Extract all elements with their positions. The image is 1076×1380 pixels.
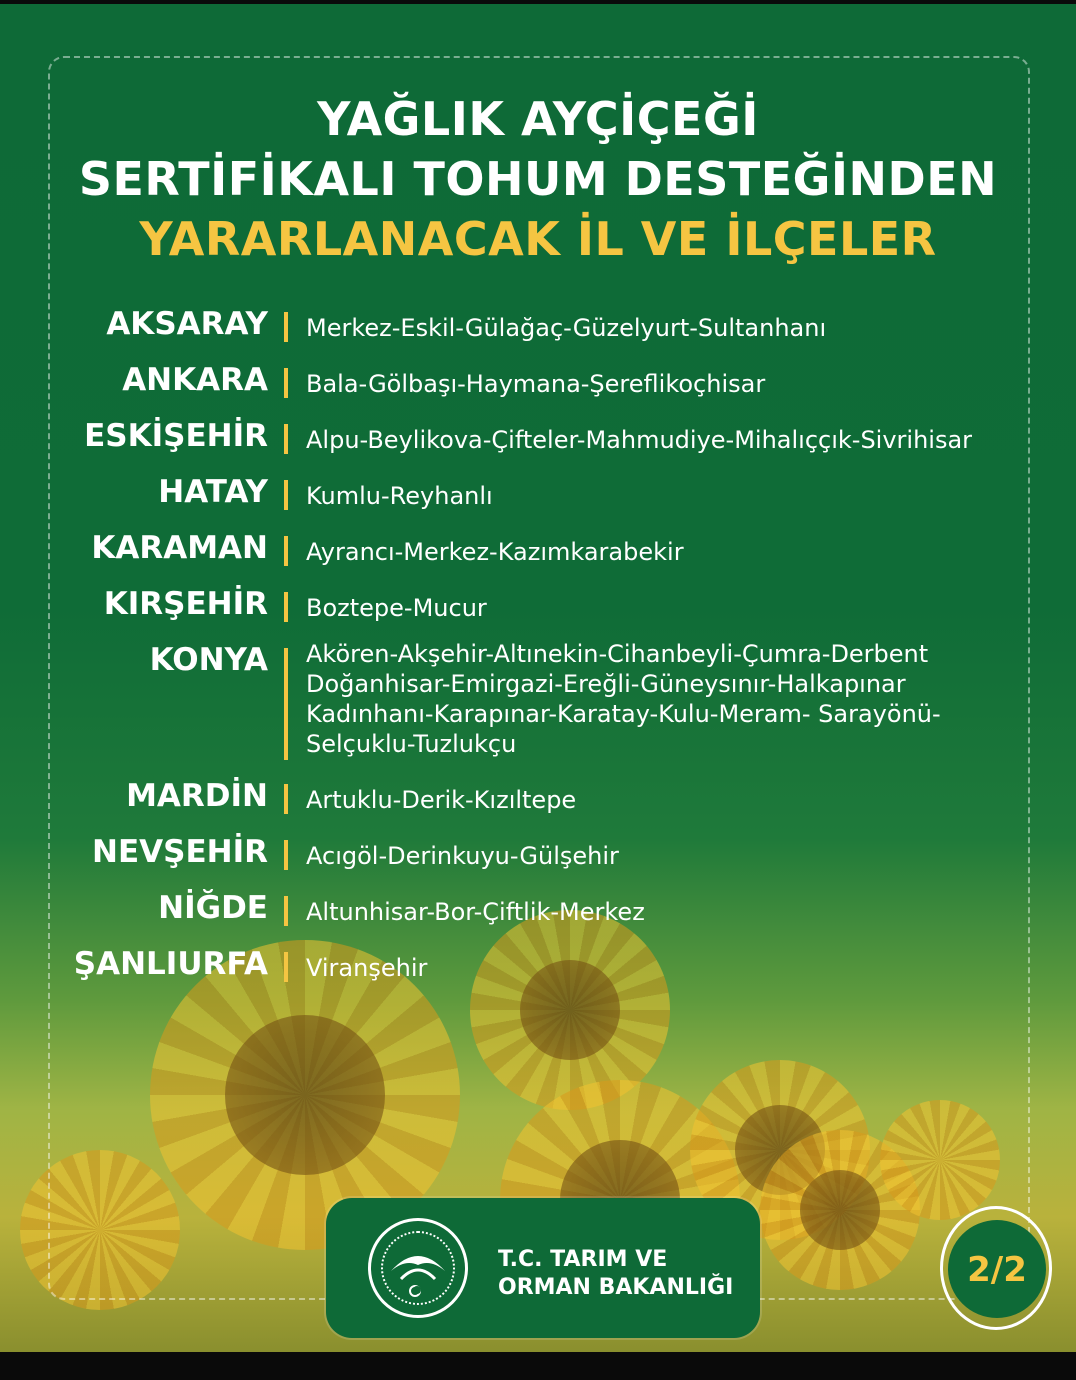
page-indicator-label: 2/2: [967, 1250, 1027, 1290]
province-name: ESKİŞEHİR: [84, 418, 268, 454]
district-list: Merkez-Eskil-Gülağaç-Güzelyurt-Sultanhanı: [306, 314, 827, 342]
province-name: MARDİN: [126, 778, 268, 814]
title-line-3: YARARLANACAK İL VE İLÇELER: [139, 212, 937, 266]
district-list: Bala-Gölbaşı-Haymana-Şereflikoçhisar: [306, 370, 766, 398]
divider: [284, 592, 288, 622]
title-line-1: YAĞLIK AYÇİÇEĞİ: [317, 92, 759, 146]
province-name: ANKARA: [122, 362, 268, 398]
district-list: Ayrancı-Merkez-Kazımkarabekir: [306, 538, 684, 566]
district-list: Kumlu-Reyhanlı: [306, 482, 493, 510]
top-border: [0, 0, 1076, 4]
province-name: AKSARAY: [106, 306, 268, 342]
province-name: NİĞDE: [158, 890, 268, 926]
divider: [284, 648, 288, 760]
district-list: Artuklu-Derik-Kızıltepe: [306, 786, 577, 814]
province-name: KARAMAN: [91, 530, 268, 566]
district-list: Acıgöl-Derinkuyu-Gülşehir: [306, 842, 619, 870]
divider: [284, 424, 288, 454]
district-list: Boztepe-Mucur: [306, 594, 487, 622]
bottom-border: [0, 1352, 1076, 1380]
title-line-2: SERTİFİKALI TOHUM DESTEĞİNDEN: [78, 152, 998, 206]
province-name: ŞANLIURFA: [73, 946, 268, 982]
province-name: KONYA: [149, 642, 268, 678]
province-name: NEVŞEHİR: [92, 834, 268, 870]
province-name: HATAY: [158, 474, 268, 510]
district-list: Viranşehir: [306, 954, 428, 982]
ministry-badge: [326, 1198, 760, 1338]
divider: [284, 480, 288, 510]
divider: [284, 840, 288, 870]
ministry-name: T.C. TARIM VE ORMAN BAKANLIĞI: [498, 1247, 734, 1300]
divider: [284, 784, 288, 814]
ministry-emblem-icon: [368, 1218, 468, 1318]
divider: [284, 312, 288, 342]
divider: [284, 368, 288, 398]
page-indicator: [940, 1206, 1058, 1334]
district-list: Alpu-Beylikova-Çifteler-Mahmudiye-Mihalıççık-Sivrihisar: [306, 426, 973, 454]
district-list: Akören-Akşehir-Altınekin-Cihanbeyli-Çumra-Derbent Doğanhisar-Emirgazi-Ereğli-Güneysınır-Halkapınar Kadınhanı-Karapınar-Karatay-Kulu-Meram- Sarayönü- Selçuklu-Tuzlukçu: [306, 640, 941, 758]
emblem-leaf-icon: [371, 1221, 465, 1315]
divider: [284, 536, 288, 566]
province-name: KIRŞEHİR: [103, 586, 268, 622]
divider: [284, 952, 288, 982]
divider: [284, 896, 288, 926]
district-list: Altunhisar-Bor-Çiftlik-Merkez: [306, 898, 645, 926]
